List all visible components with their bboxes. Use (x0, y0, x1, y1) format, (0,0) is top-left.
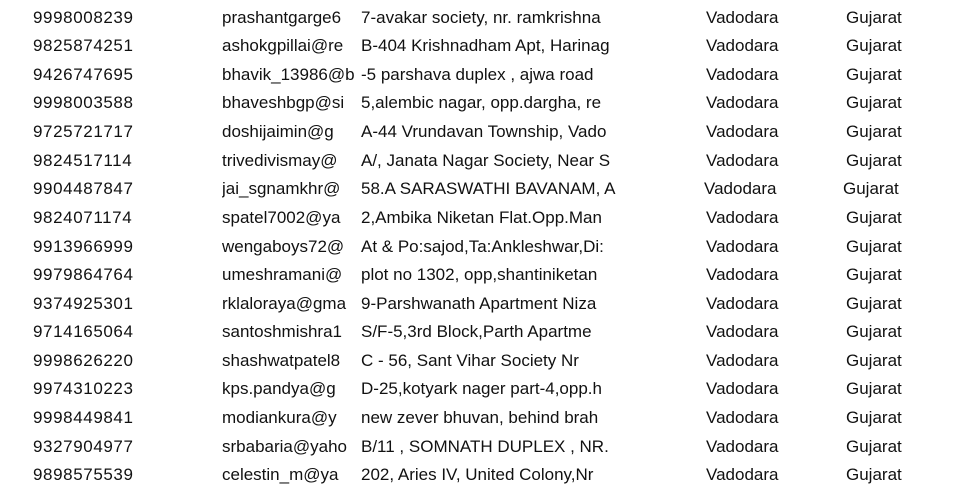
address-cell[interactable]: A-44 Vrundavan Township, Vado (361, 122, 607, 141)
email-cell[interactable]: santoshmishra1 (222, 322, 343, 341)
city-cell[interactable]: Vadodara (706, 294, 779, 313)
state-cell[interactable]: Gujarat (846, 351, 902, 370)
state-cell[interactable]: Gujarat (846, 36, 902, 55)
email-cell[interactable]: modiankura@y (222, 408, 337, 427)
table-row[interactable] (0, 347, 958, 375)
state-cell[interactable]: Gujarat (846, 93, 902, 112)
phone-cell[interactable]: 9998008239 (33, 8, 134, 27)
phone-cell[interactable]: 9824071174 (33, 208, 133, 227)
state-cell[interactable]: Gujarat (843, 179, 899, 198)
email-cell[interactable]: jai_sgnamkhr@ (222, 179, 341, 198)
city-cell[interactable]: Vadodara (706, 93, 779, 112)
address-cell[interactable]: plot no 1302, opp,shantiniketan (361, 265, 598, 284)
state-cell[interactable]: Gujarat (846, 122, 902, 141)
table-row[interactable] (0, 261, 958, 289)
address-cell[interactable]: 202, Aries IV, United Colony,Nr (361, 465, 594, 484)
city-cell[interactable]: Vadodara (706, 36, 779, 55)
address-cell[interactable]: C - 56, Sant Vihar Society Nr (361, 351, 579, 370)
table-row[interactable] (0, 404, 958, 432)
address-cell[interactable]: B-404 Krishnadham Apt, Harinag (361, 36, 610, 55)
email-cell[interactable]: celestin_m@ya (222, 465, 339, 484)
city-cell[interactable]: Vadodara (704, 179, 777, 198)
city-cell[interactable]: Vadodara (706, 265, 779, 284)
state-cell[interactable]: Gujarat (846, 65, 902, 84)
table-row[interactable] (0, 204, 958, 232)
phone-cell[interactable]: 9913966999 (33, 237, 134, 256)
table-row[interactable] (0, 61, 958, 89)
city-cell[interactable]: Vadodara (706, 465, 779, 484)
city-cell[interactable]: Vadodara (706, 8, 779, 27)
phone-cell[interactable]: 9824517114 (33, 151, 133, 170)
state-cell[interactable]: Gujarat (846, 237, 902, 256)
email-cell[interactable]: wengaboys72@ (222, 237, 345, 256)
address-cell[interactable]: 7-avakar society, nr. ramkrishna (361, 8, 601, 27)
table-row[interactable] (0, 4, 958, 32)
table-row[interactable] (0, 147, 958, 175)
state-cell[interactable]: Gujarat (846, 465, 902, 484)
city-cell[interactable]: Vadodara (706, 408, 779, 427)
email-cell[interactable]: prashantgarge6 (222, 8, 342, 27)
address-cell[interactable]: 9-Parshwanath Apartment Niza (361, 294, 597, 313)
state-cell[interactable]: Gujarat (846, 408, 902, 427)
email-cell[interactable]: kps.pandya@g (222, 379, 336, 398)
phone-cell[interactable]: 9998626220 (33, 351, 134, 370)
city-cell[interactable]: Vadodara (706, 351, 779, 370)
table-row[interactable] (0, 89, 958, 117)
phone-cell[interactable]: 9974310223 (33, 379, 134, 398)
email-cell[interactable]: bhavik_13986@b (222, 65, 355, 84)
address-cell[interactable]: S/F-5,3rd Block,Parth Apartme (361, 322, 592, 341)
phone-cell[interactable]: 9898575539 (33, 465, 134, 484)
email-cell[interactable]: trivedivismay@ (222, 151, 338, 170)
email-cell[interactable]: rklaloraya@gma (222, 294, 347, 313)
address-cell[interactable]: At & Po:sajod,Ta:Ankleshwar,Di: (361, 237, 604, 256)
table-row[interactable] (0, 318, 958, 346)
city-cell[interactable]: Vadodara (706, 122, 779, 141)
address-cell[interactable]: 5,alembic nagar, opp.dargha, re (361, 93, 602, 112)
phone-cell[interactable]: 9374925301 (33, 294, 134, 313)
state-cell[interactable]: Gujarat (846, 151, 902, 170)
phone-cell[interactable]: 9825874251 (33, 36, 134, 55)
phone-cell[interactable]: 9714165064 (33, 322, 134, 341)
email-cell[interactable]: bhaveshbgp@si (222, 93, 345, 112)
address-cell[interactable]: B/11 , SOMNATH DUPLEX , NR. (361, 437, 609, 456)
city-cell[interactable]: Vadodara (706, 151, 779, 170)
address-cell[interactable]: D-25,kotyark nager part-4,opp.h (361, 379, 602, 398)
phone-cell[interactable]: 9998003588 (33, 93, 134, 112)
city-cell[interactable]: Vadodara (706, 65, 779, 84)
email-cell[interactable]: umeshramani@ (222, 265, 343, 284)
table-row[interactable] (0, 32, 958, 60)
city-cell[interactable]: Vadodara (706, 437, 779, 456)
state-cell[interactable]: Gujarat (846, 265, 902, 284)
phone-cell[interactable]: 9327904977 (33, 437, 134, 456)
table-row[interactable] (0, 375, 958, 403)
city-cell[interactable]: Vadodara (706, 322, 779, 341)
address-cell[interactable]: -5 parshava duplex , ajwa road (361, 65, 594, 84)
table-row[interactable] (0, 461, 958, 489)
address-cell[interactable]: new zever bhuvan, behind brah (361, 408, 599, 427)
state-cell[interactable]: Gujarat (846, 322, 902, 341)
city-cell[interactable]: Vadodara (706, 237, 779, 256)
email-cell[interactable]: shashwatpatel8 (222, 351, 341, 370)
city-cell[interactable]: Vadodara (706, 208, 779, 227)
email-cell[interactable]: doshijaimin@g (222, 122, 334, 141)
state-cell[interactable]: Gujarat (846, 8, 902, 27)
address-cell[interactable]: A/, Janata Nagar Society, Near S (361, 151, 611, 170)
table-row[interactable] (0, 433, 958, 461)
table-row[interactable] (0, 233, 958, 261)
phone-cell[interactable]: 9725721717 (33, 122, 134, 141)
state-cell[interactable]: Gujarat (846, 208, 902, 227)
email-cell[interactable]: spatel7002@ya (222, 208, 341, 227)
email-cell[interactable]: ashokgpillai@re (222, 36, 344, 55)
table-row[interactable] (0, 290, 958, 318)
table-row[interactable] (0, 175, 958, 203)
state-cell[interactable]: Gujarat (846, 437, 902, 456)
email-cell[interactable]: srbabaria@yaho (222, 437, 347, 456)
phone-cell[interactable]: 9979864764 (33, 265, 134, 284)
state-cell[interactable]: Gujarat (846, 379, 902, 398)
city-cell[interactable]: Vadodara (706, 379, 779, 398)
address-cell[interactable]: 2,Ambika Niketan Flat.Opp.Man (361, 208, 602, 227)
phone-cell[interactable]: 9998449841 (33, 408, 134, 427)
address-cell[interactable]: 58.A SARASWATHI BAVANAM, A (361, 179, 616, 198)
state-cell[interactable]: Gujarat (846, 294, 902, 313)
phone-cell[interactable]: 9426747695 (33, 65, 134, 84)
phone-cell[interactable]: 9904487847 (33, 179, 134, 198)
table-row[interactable] (0, 118, 958, 146)
